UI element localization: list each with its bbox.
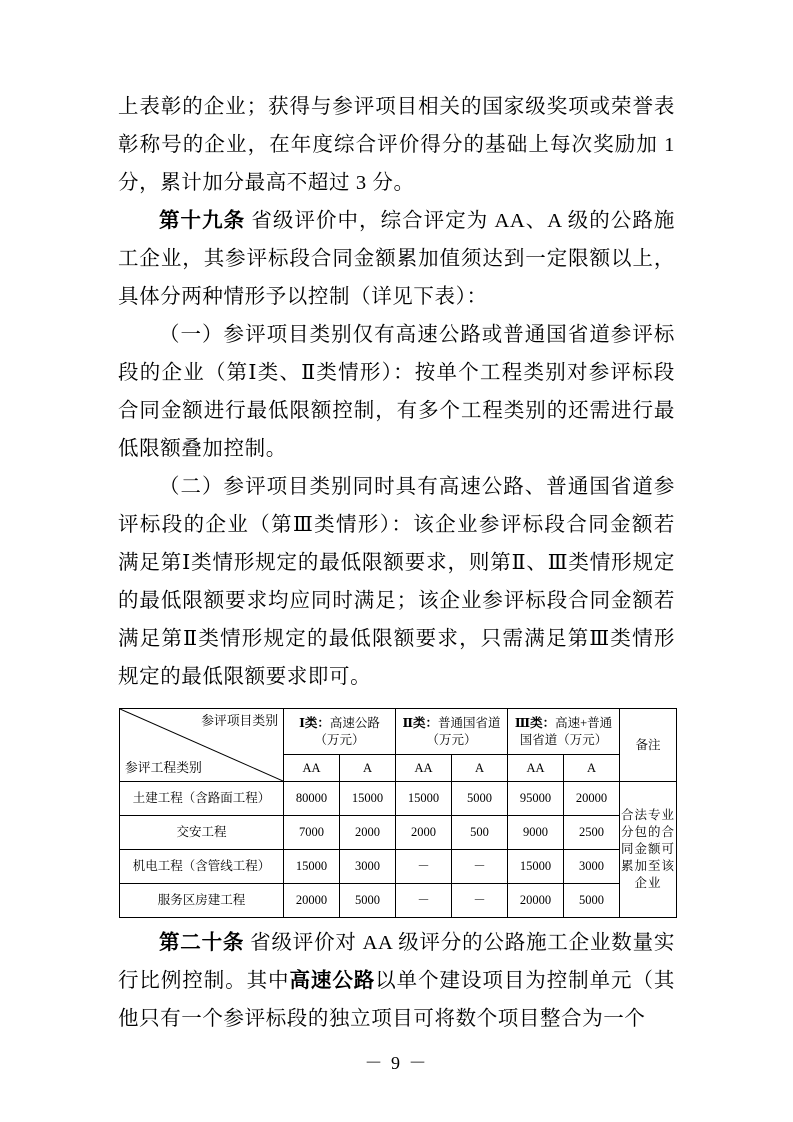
cell-r3c3: － [396, 850, 452, 884]
paragraph-5-text-a: 省级评价对 AA 级评分的公路施工企业数量实行比例控制。其中 [118, 932, 675, 992]
table-header-row-1 [120, 709, 677, 755]
cell-r1c5: 95000 [508, 782, 564, 816]
table-row [120, 884, 677, 918]
sub-header-5: AA [508, 755, 564, 782]
sub-header-2: A [340, 755, 396, 782]
row-label-1: 土建工程（含路面工程） [120, 782, 284, 816]
row-label-2: 交安工程 [120, 816, 284, 850]
table-row [120, 782, 677, 816]
page-number: － 9 － [364, 1053, 429, 1073]
cell-r3c4: － [452, 850, 508, 884]
cell-r2c4: 500 [452, 816, 508, 850]
group-header-1 [284, 709, 396, 755]
cell-r2c1: 7000 [284, 816, 340, 850]
group-header-2 [396, 709, 508, 755]
sub-header-1: AA [284, 755, 340, 782]
cell-r3c2: 3000 [340, 850, 396, 884]
cell-r3c1: 15000 [284, 850, 340, 884]
paragraph-2 [118, 202, 675, 316]
cell-r4c4: － [452, 884, 508, 918]
cell-r2c6: 2500 [564, 816, 620, 850]
cell-r4c2: 5000 [340, 884, 396, 918]
corner-diagonal-cell [120, 709, 284, 782]
table-row [120, 850, 677, 884]
paragraph-5-text-b: 以单个建设项目为控制单元（其他只有一个参评标段的独立项目可将数个项目整合为一个 [118, 970, 675, 1030]
cell-r1c6: 20000 [564, 782, 620, 816]
paragraph-4: （二）参评项目类别同时具有高速公路、普通国省道参评标段的企业（第Ⅲ类情形）：该企业参评标段合同金额若满足第Ⅰ类情形规定的最低限额要求，则第Ⅱ、Ⅲ类情形规定的最低限额要求均应同时满足；该企业参评标段合同金额若满足第Ⅱ类情形规定的最低限额要求，只需满足第Ⅲ类情形规定的最低限额要求即可。 [118, 476, 675, 688]
group-header-3-unit: 国省道（万元） [519, 732, 608, 747]
cell-r4c5: 20000 [508, 884, 564, 918]
article-19-label: 第十九条 [159, 210, 246, 232]
cell-r1c4: 5000 [452, 782, 508, 816]
group-header-1-key: Ⅰ类： [299, 715, 330, 730]
cell-r2c3: 2000 [396, 816, 452, 850]
group-header-3-text: 高速+普通 [555, 715, 613, 730]
group-header-2-unit: （万元） [426, 732, 477, 747]
sub-header-6: A [564, 755, 620, 782]
cell-r3c5: 15000 [508, 850, 564, 884]
limit-table [119, 708, 677, 918]
paragraph-2-text: 省级评价中，综合评定为 AA、A 级的公路施工企业，其参评标段合同金额累加值须达到一定限额以上，具体分两种情形予以控制（详见下表）： [118, 210, 675, 308]
group-header-3 [508, 709, 620, 755]
cell-r2c5: 9000 [508, 816, 564, 850]
sub-header-4: A [452, 755, 508, 782]
limit-table-wrapper [119, 708, 675, 918]
cell-r4c3: － [396, 884, 452, 918]
group-header-2-text: 普通国省道 [438, 715, 501, 730]
cell-r4c1: 20000 [284, 884, 340, 918]
paragraph-3: （一）参评项目类别仅有高速公路或普通国省道参评标段的企业（第Ⅰ类、Ⅱ类情形）：按单个工程类别对参评标段合同金额进行最低限额控制，有多个工程类别的还需进行最低限额叠加控制。 [118, 324, 675, 460]
table-row [120, 816, 677, 850]
cell-r1c1: 80000 [284, 782, 340, 816]
group-header-1-text: 高速公路 [329, 715, 380, 730]
remark-header: 备注 [620, 709, 677, 782]
group-header-1-unit: （万元） [314, 732, 365, 747]
sub-header-3: AA [396, 755, 452, 782]
cell-r2c2: 2000 [340, 816, 396, 850]
group-header-2-key: Ⅱ类： [402, 715, 439, 730]
remark-cell: 合法专业分包的合同金额可累加至该企业 [620, 782, 677, 918]
cell-r3c6: 3000 [564, 850, 620, 884]
paragraph-5-emphasis: 高速公路 [289, 970, 376, 992]
cell-r1c2: 15000 [340, 782, 396, 816]
group-header-3-key: Ⅲ类： [514, 715, 556, 730]
row-label-3: 机电工程（含管线工程） [120, 850, 284, 884]
corner-top-label: 参评项目类别 [201, 714, 278, 728]
paragraph-5 [118, 924, 675, 1038]
paragraph-1: 上表彰的企业；获得与参评项目相关的国家级奖项或荣誉表彰称号的企业，在年度综合评价得分的基础上每次奖励加 1 分，累计加分最高不超过 3 分。 [118, 96, 675, 194]
article-20-label: 第二十条 [159, 932, 245, 954]
cell-r1c3: 15000 [396, 782, 452, 816]
corner-bottom-label: 参评工程类别 [125, 760, 202, 775]
cell-r4c6: 5000 [564, 884, 620, 918]
row-label-4: 服务区房建工程 [120, 884, 284, 918]
